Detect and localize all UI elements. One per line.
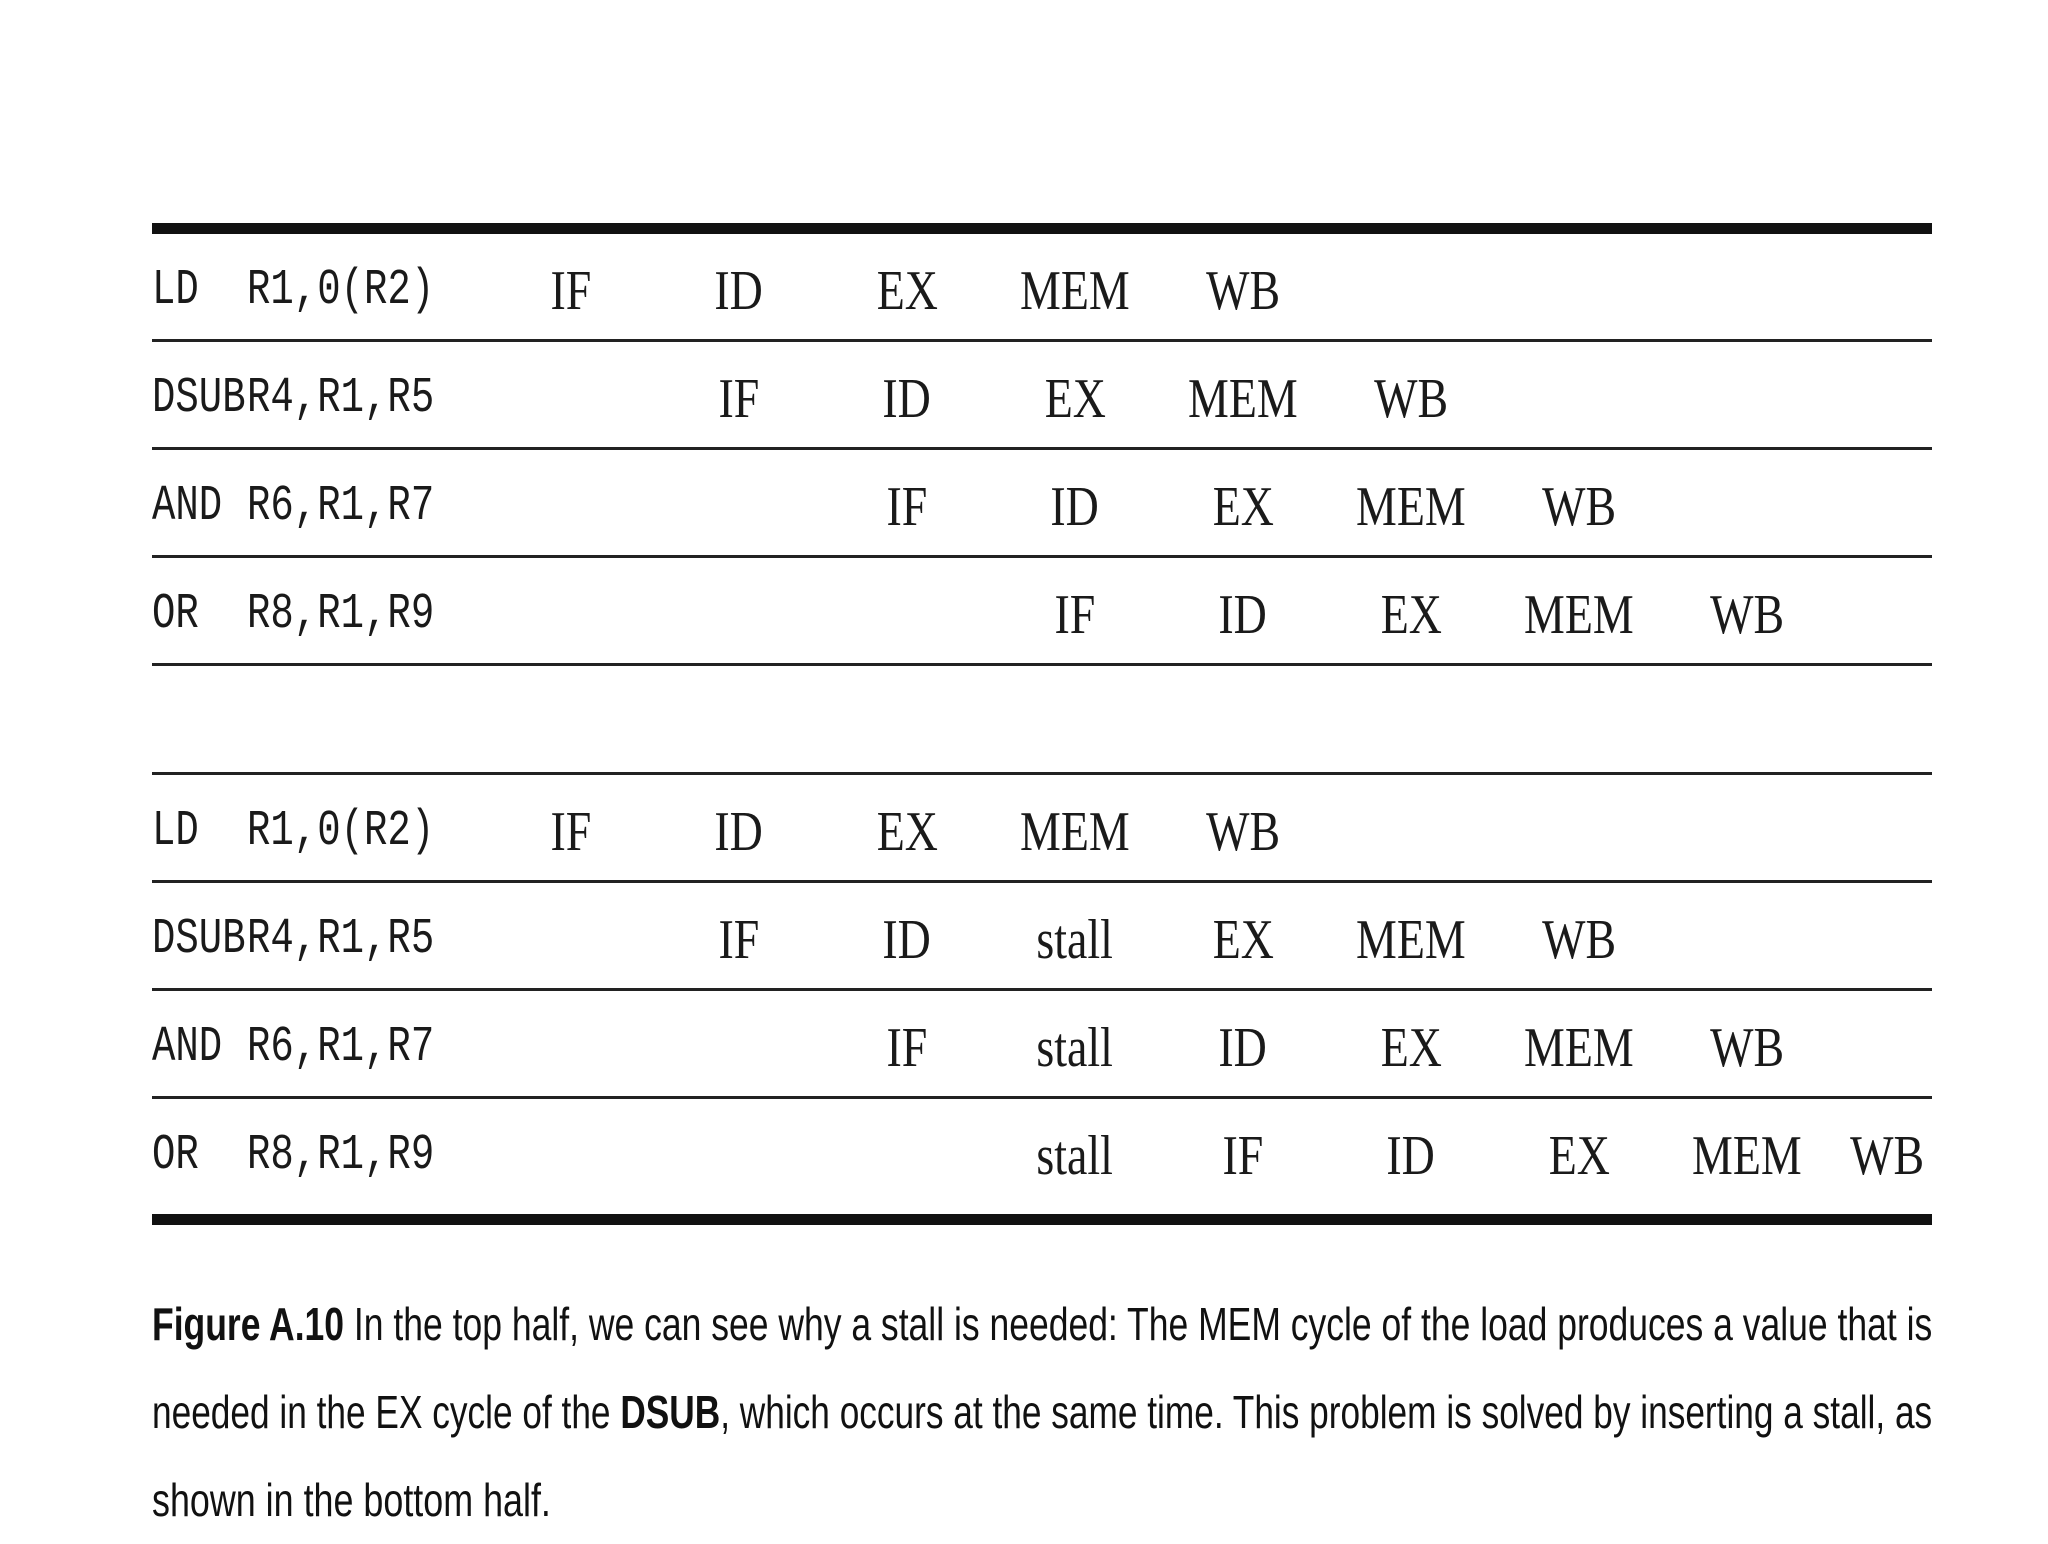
stage-cell: MEM: [1692, 1125, 1802, 1187]
instruction-operands: R6,R1,R7: [247, 1019, 435, 1076]
caption-code: DSUB: [620, 1386, 721, 1438]
stage-cell: IF: [718, 368, 760, 430]
caption-line-2: [152, 1368, 1933, 1456]
table-row: [152, 450, 1932, 558]
instruction-operands: R1,0(R2): [247, 803, 435, 860]
stage-cell: MEM: [1356, 476, 1466, 538]
stage-cell: ID: [1218, 1017, 1268, 1079]
instruction-opcode: OR: [152, 586, 199, 643]
table-bottom-rule: [152, 1214, 1932, 1225]
table-row: [152, 883, 1932, 991]
stage-cell: WB: [1542, 476, 1616, 538]
stage-cell: EX: [1212, 909, 1274, 971]
stage-cell: WB: [1206, 801, 1280, 863]
stage-cell: ID: [882, 368, 932, 430]
table-row: [152, 558, 1932, 666]
stage-cell: ID: [714, 801, 764, 863]
stage-cell: ID: [1218, 584, 1268, 646]
top-pipeline-table: [152, 234, 1932, 666]
instruction-opcode: OR: [152, 1127, 199, 1184]
instruction-opcode: LD: [152, 262, 199, 319]
stage-cell: WB: [1850, 1125, 1924, 1187]
stage-cell: IF: [550, 260, 592, 322]
caption-line-1: [152, 1280, 1933, 1368]
stage-cell: EX: [876, 801, 938, 863]
stage-cell: EX: [1380, 584, 1442, 646]
instruction-operands: R8,R1,R9: [247, 1127, 435, 1184]
stage-cell: EX: [1212, 476, 1274, 538]
table-row: [152, 234, 1932, 342]
stage-cell: MEM: [1188, 368, 1298, 430]
instruction-operands: R4,R1,R5: [247, 370, 435, 427]
table-top-rule: [152, 223, 1932, 234]
stage-cell: IF: [886, 1017, 928, 1079]
instruction-opcode: DSUB: [152, 370, 246, 427]
stage-cell: IF: [886, 476, 928, 538]
stage-cell: ID: [1050, 476, 1100, 538]
table-row: [152, 1099, 1932, 1214]
instruction-opcode: LD: [152, 803, 199, 860]
stage-cell: EX: [876, 260, 938, 322]
figure-caption: [152, 1280, 1932, 1544]
instruction-operands: R8,R1,R9: [247, 586, 435, 643]
stage-cell: IF: [1222, 1125, 1264, 1187]
instruction-operands: R1,0(R2): [247, 262, 435, 319]
instruction-operands: R6,R1,R7: [247, 478, 435, 535]
stage-cell: MEM: [1356, 909, 1466, 971]
table-row: [152, 342, 1932, 450]
stage-cell: IF: [550, 801, 592, 863]
caption-text: In the top half, we can see why a stall is needed: The MEM cycle of the load produces a value that is: [353, 1298, 1933, 1350]
stage-cell: IF: [1054, 584, 1096, 646]
caption-text: shown in the bottom half.: [152, 1474, 551, 1526]
stage-cell: WB: [1710, 1017, 1784, 1079]
table-row: [152, 775, 1932, 883]
table-row: [152, 991, 1932, 1099]
stage-cell: MEM: [1524, 1017, 1634, 1079]
stall-cell: stall: [1036, 1017, 1114, 1079]
caption-text: , which occurs at the same time. This problem is solved by inserting a stall, as: [720, 1386, 1933, 1438]
stage-cell: WB: [1542, 909, 1616, 971]
stage-cell: MEM: [1020, 801, 1130, 863]
caption-text: needed in the EX cycle of the: [152, 1386, 621, 1438]
stage-cell: ID: [1386, 1125, 1436, 1187]
instruction-opcode: AND: [152, 478, 223, 535]
stage-cell: EX: [1548, 1125, 1610, 1187]
stage-cell: WB: [1374, 368, 1448, 430]
stage-cell: ID: [882, 909, 932, 971]
stage-cell: IF: [718, 909, 760, 971]
caption-line-3: [152, 1456, 1540, 1544]
stall-cell: stall: [1036, 909, 1114, 971]
stage-cell: EX: [1044, 368, 1106, 430]
stage-cell: MEM: [1524, 584, 1634, 646]
bottom-pipeline-table: [152, 775, 1932, 1214]
stage-cell: ID: [714, 260, 764, 322]
stall-cell: stall: [1036, 1125, 1114, 1187]
pipeline-figure: [152, 223, 1932, 1225]
stage-cell: EX: [1380, 1017, 1442, 1079]
instruction-opcode: DSUB: [152, 911, 246, 968]
instruction-opcode: AND: [152, 1019, 223, 1076]
stage-cell: WB: [1206, 260, 1280, 322]
figure-label: Figure A.10: [152, 1298, 345, 1350]
instruction-operands: R4,R1,R5: [247, 911, 435, 968]
stage-cell: MEM: [1020, 260, 1130, 322]
stage-cell: WB: [1710, 584, 1784, 646]
